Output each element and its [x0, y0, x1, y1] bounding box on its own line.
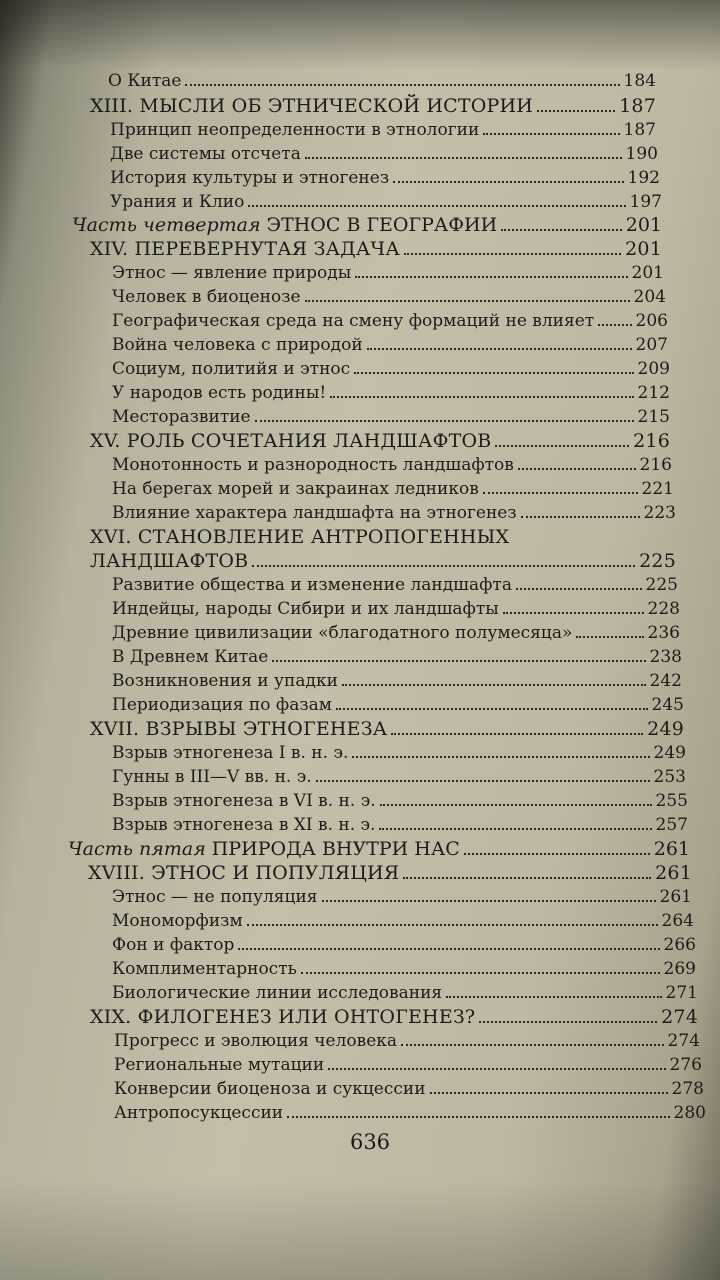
entry-page: 261 — [653, 838, 690, 860]
entry-title: XVI. СТАНОВЛЕНИЕ АНТРОПОГЕННЫХ — [90, 526, 510, 548]
entry-title: Развитие общества и изменение ландшафта — [112, 575, 512, 595]
toc-entry-subsection — [110, 165, 660, 191]
entry-title: Возникновения и упадки — [112, 671, 338, 691]
toc-entry-subsection — [112, 356, 670, 382]
dot-leader — [401, 1044, 664, 1046]
entry-page: 204 — [633, 287, 666, 307]
entry-page: 201 — [625, 238, 662, 260]
dot-leader — [598, 324, 631, 326]
dot-leader — [248, 205, 625, 207]
toc-entry-subsection — [112, 380, 670, 406]
toc-entry-chapter — [90, 236, 662, 262]
dot-leader — [516, 588, 642, 590]
toc-entry-subsection — [112, 644, 682, 670]
dot-leader — [287, 1116, 669, 1118]
toc-entry-subsection — [112, 452, 672, 478]
dot-leader — [328, 1068, 665, 1070]
dot-leader — [355, 276, 627, 278]
dot-leader — [537, 110, 615, 112]
entry-title: Месторазвитие — [112, 407, 251, 427]
dot-leader — [391, 733, 643, 735]
entry-title: На берегах морей и закраинах ледников — [112, 479, 479, 499]
entry-page: 249 — [647, 718, 684, 740]
dot-leader — [483, 492, 638, 494]
toc-entry-chapter — [90, 428, 670, 454]
toc-entry-subsection — [112, 476, 674, 502]
entry-page: 187 — [623, 120, 656, 140]
toc-entry-subsection — [112, 740, 686, 766]
page-number: 636 — [349, 1130, 391, 1154]
entry-title: ПРИРОДА ВНУТРИ НАС — [211, 838, 460, 860]
toc-entry-subsection — [114, 1076, 704, 1102]
dot-leader — [185, 84, 619, 86]
entry-page: 274 — [667, 1031, 700, 1051]
toc-entry-subsection — [114, 1100, 706, 1126]
entry-page: 255 — [655, 791, 688, 811]
toc-entry-subsection — [112, 260, 664, 286]
entry-title: Географическая среда на смену формаций не влияет — [112, 311, 595, 331]
dot-leader — [322, 900, 656, 902]
entry-page: 216 — [639, 455, 672, 475]
dot-leader — [464, 853, 650, 855]
dot-leader — [403, 877, 651, 879]
dot-leader — [503, 612, 644, 614]
toc-entry-part — [68, 836, 690, 862]
toc-entry-chapter — [90, 716, 684, 742]
entry-page: 278 — [671, 1079, 704, 1099]
toc-entry-subsection — [112, 812, 688, 838]
toc-entry-subsection — [112, 404, 670, 430]
toc-entry-subsection — [112, 692, 684, 718]
entry-page: 215 — [637, 407, 670, 427]
entry-title: Индейцы, народы Сибири и их ландшафты — [112, 599, 499, 619]
dot-leader — [330, 396, 633, 398]
entry-title: История культуры и этногенез — [110, 168, 390, 188]
dot-leader — [336, 708, 648, 710]
dot-leader — [479, 1021, 657, 1023]
toc-entry-subsection — [112, 500, 676, 526]
toc-entry-part — [72, 212, 662, 238]
entry-page: 187 — [619, 95, 656, 117]
dot-leader — [305, 157, 622, 159]
dot-leader — [521, 516, 640, 518]
toc-entry-subsection — [112, 788, 688, 814]
toc-entry-subsection — [112, 764, 686, 790]
toc-entry-subsection — [112, 572, 678, 598]
entry-page: 276 — [669, 1055, 702, 1075]
toc-entry-subsection — [112, 284, 666, 310]
entry-title: Этнос — не популяция — [112, 887, 318, 907]
entry-title: Этнос — явление природы — [112, 263, 352, 283]
dot-leader — [272, 660, 645, 662]
dot-leader — [501, 229, 622, 231]
entry-title: Древние цивилизации «благодатного полумесяца» — [112, 623, 573, 643]
entry-title: ЛАНДШАФТОВ — [90, 550, 249, 572]
entry-page: 190 — [625, 144, 658, 164]
dot-leader — [238, 948, 659, 950]
entry-page: 280 — [673, 1103, 706, 1123]
dot-leader — [518, 468, 636, 470]
toc-entry-subsection — [114, 1028, 700, 1054]
dot-leader — [393, 181, 623, 183]
entry-title: Война человека с природой — [112, 335, 363, 355]
entry-page: 257 — [655, 815, 688, 835]
dot-leader — [404, 253, 621, 255]
entry-page: 197 — [629, 192, 662, 212]
entry-title: XIX. ФИЛОГЕНЕЗ ИЛИ ОНТОГЕНЕЗ? — [90, 1006, 476, 1028]
dot-leader — [255, 420, 634, 422]
toc-entry-chapter — [90, 524, 676, 550]
entry-title: Взрыв этногенеза I в. н. э. — [112, 743, 349, 763]
dot-leader — [247, 924, 658, 926]
toc-entry-chapter-continued — [90, 548, 676, 574]
entry-page: 223 — [643, 503, 676, 523]
entry-page: 253 — [653, 767, 686, 787]
entry-title: Региональные мутации — [114, 1055, 325, 1075]
toc-entry-chapter — [88, 860, 692, 886]
entry-title: В Древнем Китае — [112, 647, 269, 667]
entry-title: Биологические линии исследования — [112, 983, 443, 1003]
entry-title: Принцип неопределенности в этнологии — [110, 120, 480, 140]
dot-leader — [430, 1092, 668, 1094]
entry-page: 209 — [637, 359, 670, 379]
entry-page: 201 — [625, 214, 662, 236]
toc-entry-subsection — [112, 884, 692, 910]
entry-page: 212 — [637, 383, 670, 403]
dot-leader — [380, 804, 652, 806]
entry-title: XVII. ВЗРЫВЫ ЭТНОГЕНЕЗА — [90, 718, 388, 740]
entry-title: Взрыв этногенеза в VI в. н. э. — [112, 791, 376, 811]
entry-page: 216 — [633, 430, 670, 452]
entry-page: 261 — [655, 862, 692, 884]
entry-title: Прогресс и эволюция человека — [114, 1031, 398, 1051]
entry-page: 249 — [653, 743, 686, 763]
part-label: Часть четвертая — [72, 214, 261, 236]
toc-entry-subsection — [112, 620, 680, 646]
entry-title: ЭТНОС В ГЕОГРАФИИ — [266, 214, 498, 236]
toc-entry-subsection — [112, 956, 696, 982]
entry-title: Монотонность и разнородность ландшафтов — [112, 455, 514, 475]
toc-entry-subsection — [114, 1052, 702, 1078]
entry-page: 266 — [663, 935, 696, 955]
entry-title: XV. РОЛЬ СОЧЕТАНИЯ ЛАНДШАФТОВ — [90, 430, 492, 452]
entry-page: 236 — [647, 623, 680, 643]
entry-title: Взрыв этногенеза в XI в. н. э. — [112, 815, 376, 835]
entry-page: 269 — [663, 959, 696, 979]
toc-entry-subsection — [112, 980, 698, 1006]
toc-entry-subsection — [110, 141, 658, 167]
entry-title: XIII. МЫСЛИ ОБ ЭТНИЧЕСКОЙ ИСТОРИИ — [90, 95, 534, 117]
dot-leader — [354, 372, 633, 374]
dot-leader — [483, 133, 619, 135]
entry-page: 242 — [649, 671, 682, 691]
entry-title: Урания и Клио — [110, 192, 245, 212]
entry-title: Конверсии биоценоза и сукцессии — [114, 1079, 426, 1099]
toc-entry-subsection — [112, 932, 696, 958]
toc-entry-subsection — [112, 908, 694, 934]
toc-entry-subsection — [112, 596, 680, 622]
dot-leader — [342, 684, 646, 686]
toc-entry-subsection — [110, 117, 656, 143]
toc-entry-chapter — [90, 93, 656, 119]
entry-title: Влияние характера ландшафта на этногенез — [112, 503, 517, 523]
entry-page: 274 — [661, 1006, 698, 1028]
entry-page: 201 — [631, 263, 664, 283]
entry-title: Социум, политийя и этнос — [112, 359, 351, 379]
dot-leader — [576, 636, 643, 638]
entry-page: 192 — [627, 168, 660, 188]
dot-leader — [301, 972, 660, 974]
dot-leader — [252, 565, 635, 567]
entry-title: Комплиментарность — [112, 959, 297, 979]
entry-title: Две системы отсчета — [110, 144, 301, 164]
dot-leader — [495, 445, 629, 447]
entry-title: XIV. ПЕРЕВЕРНУТАЯ ЗАДАЧА — [90, 238, 400, 260]
entry-page: 225 — [645, 575, 678, 595]
toc-entry-chapter — [90, 1004, 698, 1030]
toc-entry-subsection — [112, 308, 668, 334]
dot-leader — [446, 996, 661, 998]
entry-page: 238 — [649, 647, 682, 667]
entry-title: Антропосукцессии — [114, 1103, 284, 1123]
toc-entry-subsection — [112, 668, 682, 694]
dot-leader — [316, 780, 650, 782]
entry-page: 264 — [661, 911, 694, 931]
entry-title: О Китае — [108, 71, 182, 91]
dot-leader — [367, 348, 632, 350]
entry-page: 184 — [623, 71, 656, 91]
entry-title: У народов есть родины! — [112, 383, 327, 403]
entry-title: Человек в биоценозе — [112, 287, 301, 307]
entry-title: Гунны в III—V вв. н. э. — [112, 767, 312, 787]
toc-entry-subsection — [108, 68, 656, 94]
entry-page: 225 — [639, 550, 676, 572]
toc-entry-subsection — [112, 332, 668, 358]
entry-page: 221 — [641, 479, 674, 499]
entry-page: 261 — [659, 887, 692, 907]
entry-page: 207 — [635, 335, 668, 355]
entry-page: 245 — [651, 695, 684, 715]
entry-page: 271 — [665, 983, 698, 1003]
dot-leader — [305, 300, 630, 302]
entry-title: Фон и фактор — [112, 935, 235, 955]
entry-title: Мономорфизм — [112, 911, 243, 931]
part-label: Часть пятая — [68, 838, 206, 860]
dot-leader — [352, 756, 649, 758]
dot-leader — [379, 828, 651, 830]
entry-page: 206 — [635, 311, 668, 331]
entry-title: XVIII. ЭТНОС И ПОПУЛЯЦИЯ — [88, 862, 400, 884]
entry-title: Периодизация по фазам — [112, 695, 332, 715]
entry-page: 228 — [647, 599, 680, 619]
